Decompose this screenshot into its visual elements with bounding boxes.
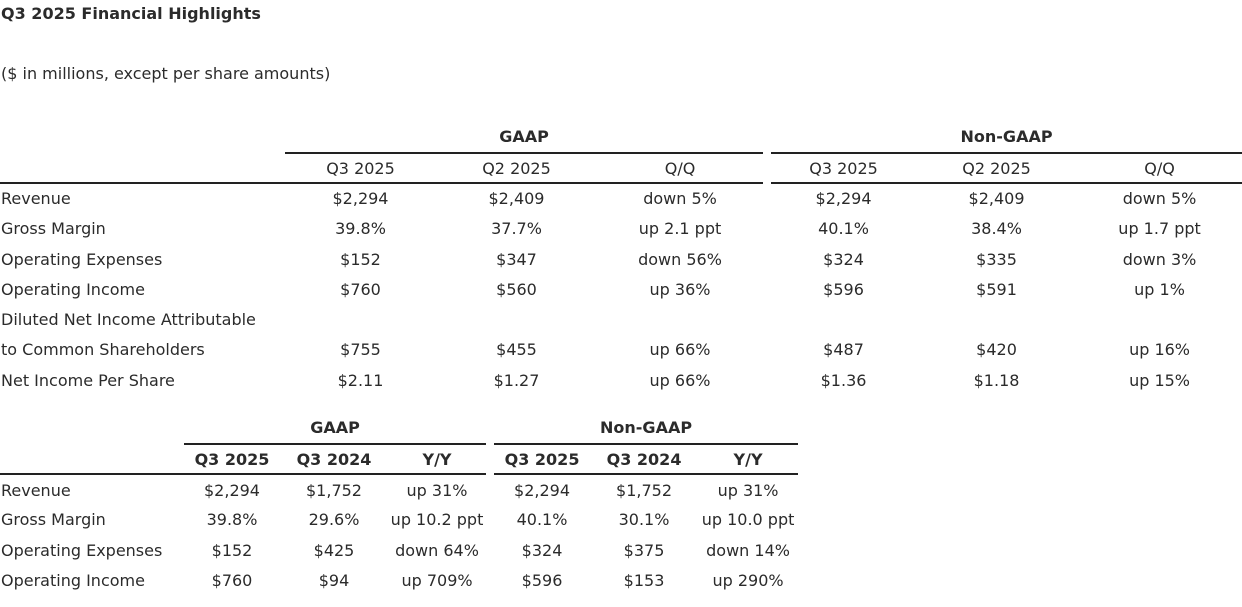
row-label: to Common Shareholders — [1, 340, 205, 360]
table-cell: $324 — [521, 540, 563, 560]
row-label: Gross Margin — [1, 219, 106, 239]
table-cell: $347 — [496, 249, 537, 269]
table-cell — [916, 304, 1077, 334]
column-header: Q3 2025 — [285, 153, 436, 183]
table-row — [0, 214, 1242, 244]
table-row — [0, 566, 798, 596]
row-label: Revenue — [1, 480, 71, 500]
row-label: Gross Margin — [1, 510, 106, 530]
table-cell: $2,409 — [968, 189, 1025, 209]
table-row — [0, 274, 1242, 304]
table-cell: up 1% — [1134, 279, 1185, 299]
row-label: Revenue — [1, 189, 71, 209]
column-header: Q3 2025 — [494, 444, 590, 474]
group-header-non-gaap: Non-GAAP — [771, 120, 1242, 153]
table-cell: 39.8% — [335, 219, 386, 239]
table-row — [0, 244, 1242, 274]
table-cell: $335 — [976, 249, 1017, 269]
group-header-non-gaap: Non-GAAP — [494, 411, 798, 444]
table-cell: 40.1% — [818, 219, 869, 239]
table-cell: $375 — [623, 540, 665, 560]
table-cell: up 10.2 ppt — [390, 510, 484, 530]
table-cell: 30.1% — [618, 510, 670, 530]
table-row — [0, 304, 1242, 334]
table-cell: down 5% — [1122, 189, 1197, 209]
table-cell: $755 — [340, 340, 381, 360]
table-cell: $591 — [976, 279, 1017, 299]
table-cell: up 709% — [401, 571, 473, 591]
table-cell: $153 — [623, 571, 665, 591]
table-cell: $1.27 — [493, 370, 540, 390]
table-cell: 38.4% — [971, 219, 1022, 239]
column-header: Q3 2025 — [184, 444, 280, 474]
table-row — [0, 474, 798, 504]
table-cell: $596 — [521, 571, 563, 591]
row-label: Operating Expenses — [1, 540, 163, 560]
table-cell: up 31% — [406, 480, 468, 500]
table-cell: 40.1% — [516, 510, 568, 530]
table-cell: $560 — [496, 279, 537, 299]
table-cell: $152 — [340, 249, 381, 269]
column-header: Q/Q — [1077, 153, 1242, 183]
table-cell: $760 — [211, 571, 253, 591]
table-cell: up 31% — [717, 480, 779, 500]
table-cell: $1.18 — [973, 370, 1020, 390]
yoy-financial-table — [0, 411, 798, 596]
table-row — [0, 183, 1242, 213]
table-cell: $487 — [823, 340, 864, 360]
qoq-financial-table — [0, 120, 1242, 395]
table-cell: $2,294 — [204, 480, 260, 500]
row-label: Diluted Net Income Attributable — [1, 310, 256, 330]
group-header-gaap: GAAP — [184, 411, 486, 444]
table-cell: $760 — [340, 279, 381, 299]
table-cell: $425 — [313, 540, 355, 560]
column-header: Y/Y — [698, 444, 798, 474]
table-cell: $2,409 — [488, 189, 545, 209]
column-header: Q2 2025 — [916, 153, 1077, 183]
table-cell: up 66% — [649, 340, 711, 360]
table-cell: $2.11 — [337, 370, 384, 390]
table-cell: 29.6% — [308, 510, 360, 530]
table-cell: $455 — [496, 340, 537, 360]
table-cell: $2,294 — [514, 480, 571, 500]
table-cell — [771, 304, 916, 334]
row-label: Operating Income — [1, 279, 145, 299]
table-cell: up 290% — [712, 571, 784, 591]
table-row — [0, 365, 1242, 395]
table-cell: $1.36 — [820, 370, 867, 390]
table-cell — [1077, 304, 1242, 334]
row-label: Net Income Per Share — [1, 370, 175, 390]
table-cell: $2,294 — [815, 189, 872, 209]
table-cell: down 5% — [643, 189, 717, 209]
table-cell: $596 — [823, 279, 864, 299]
column-header: Q3 2024 — [280, 444, 388, 474]
column-header: Q3 2024 — [590, 444, 698, 474]
table-row — [0, 535, 798, 565]
group-header-gaap: GAAP — [285, 120, 763, 153]
table-cell: down 3% — [1122, 249, 1197, 269]
table-cell: $420 — [976, 340, 1017, 360]
table-cell — [285, 304, 436, 334]
table-cell: down 64% — [395, 540, 479, 560]
table-cell: up 2.1 ppt — [638, 219, 722, 239]
table-cell: up 66% — [649, 370, 711, 390]
table-cell: up 36% — [649, 279, 711, 299]
row-label: Operating Income — [1, 571, 145, 591]
units-note: ($ in millions, except per share amounts) — [1, 64, 331, 83]
table-cell: up 16% — [1129, 340, 1191, 360]
table-cell: up 10.0 ppt — [701, 510, 795, 530]
table-cell: down 56% — [638, 249, 722, 269]
table-cell: down 14% — [706, 540, 790, 560]
page-title: Q3 2025 Financial Highlights — [1, 4, 261, 23]
column-header: Q3 2025 — [771, 153, 916, 183]
table-cell: up 1.7 ppt — [1118, 219, 1201, 239]
table-cell: $1,752 — [616, 480, 673, 500]
row-label: Operating Expenses — [1, 249, 163, 269]
table-cell: $2,294 — [332, 189, 389, 209]
table-cell: $94 — [318, 571, 350, 591]
table-cell: up 15% — [1129, 370, 1191, 390]
table-cell — [436, 304, 597, 334]
table-cell: $1,752 — [306, 480, 362, 500]
table-cell — [597, 304, 763, 334]
column-header: Q/Q — [597, 153, 763, 183]
table-cell: $152 — [211, 540, 253, 560]
column-header: Q2 2025 — [436, 153, 597, 183]
table-row — [0, 335, 1242, 365]
table-row — [0, 505, 798, 535]
column-header: Y/Y — [388, 444, 486, 474]
table-cell: $324 — [823, 249, 864, 269]
table-cell: 37.7% — [491, 219, 542, 239]
table-cell: 39.8% — [206, 510, 258, 530]
